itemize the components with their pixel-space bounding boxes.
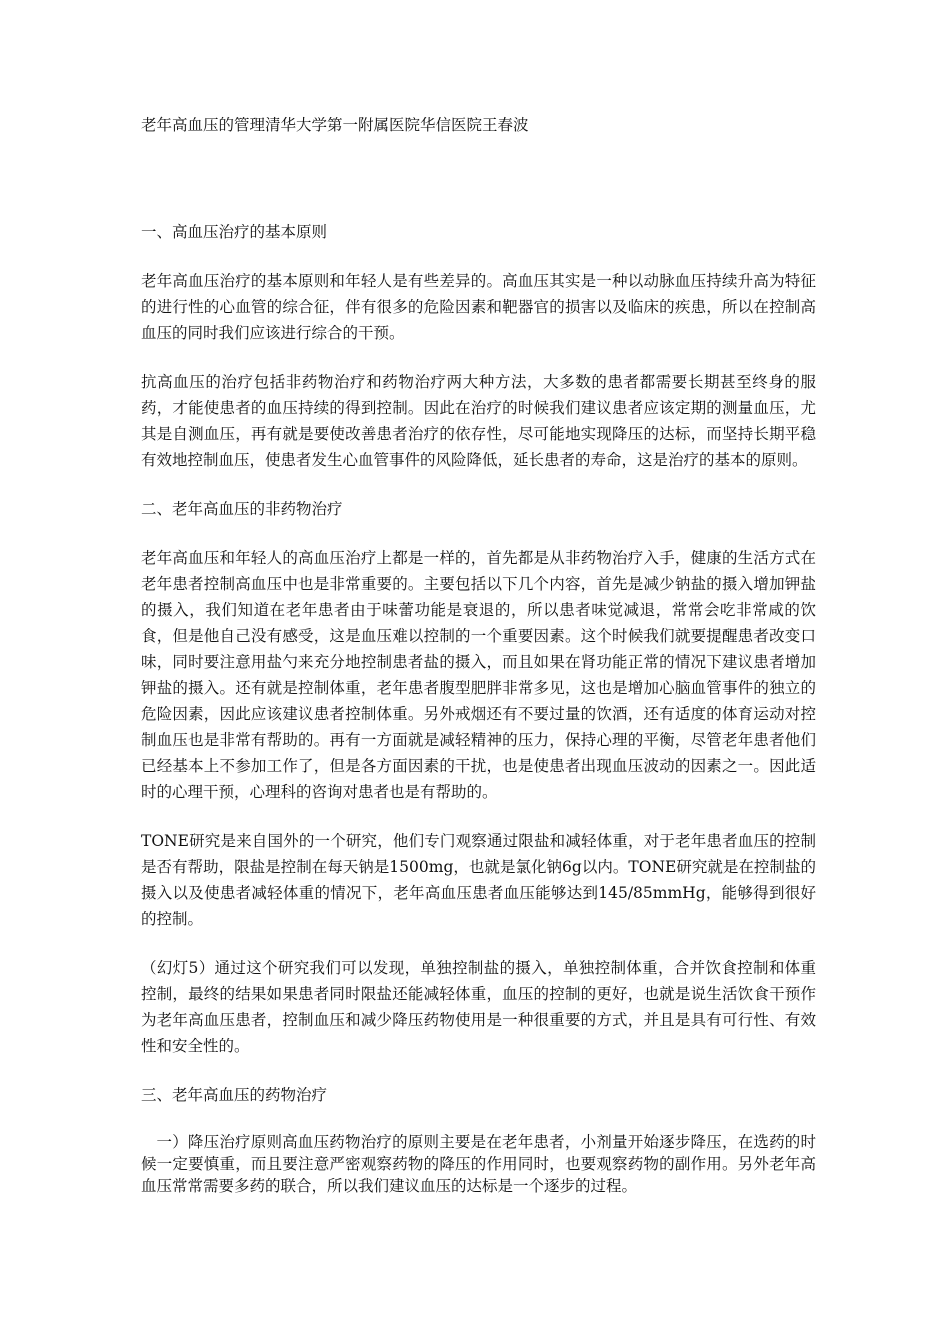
paragraph: 老年高血压和年轻人的高血压治疗上都是一样的，首先都是从非药物治疗入手，健康的生活方式在老年患者控制高血压中也是非常重要的。主要包括以下几个内容，首先是减少钠盐的摄入增加钾盐的摄入，我们知道在老年患者由于味蕾功能是衰退的，所以患者味觉减退，常常会吃非常咸的饮食，但是他自己没有感受，这是血压难以控制的一个重要因素。这个时候我们就要提醒患者改变口味，同时要注意用盐勺来充分地控制患者盐的摄入，而且如果在肾功能正常的情况下建议患者增加钾盐的摄入。还有就是控制体重，老年患者腹型肥胖非常多见，这也是增加心脑血管事件的独立的危险因素，因此应该建议患者控制体重。另外戒烟还有不要过量的饮酒，还有适度的体育运动对控制血压也是非常有帮助的。再有一方面就是减轻精神的压力，保持心理的平衡，尽管老年患者他们已经基本上不参加工作了，但是各方面因素的干扰，也是使患者出现血压波动的因素之一。因此适时的心理干预，心理科的咨询对患者也是有帮助的。 <box>141 549 816 801</box>
section-heading-2: 二、老年高血压的非药物治疗 <box>141 500 343 518</box>
section-heading-1: 一、高血压治疗的基本原则 <box>141 223 328 241</box>
paragraph: （幻灯5）通过这个研究我们可以发现，单独控制盐的摄入，单独控制体重，合并饮食控制和体重控制，最终的结果如果患者同时限盐还能减轻体重，血压的控制的更好，也就是说生活饮食干预作为老年高血压患者，控制血压和减少降压药物使用是一种很重要的方式，并且是具有可行性、有效性和安全性的。 <box>141 959 816 1055</box>
document-page <box>141 112 816 1220</box>
section-heading-3: 三、老年高血压的药物治疗 <box>141 1086 328 1104</box>
paragraph: TONE研究是来自国外的一个研究，他们专门观察通过限盐和减轻体重，对于老年患者血压的控制是否有帮助，限盐是控制在每天钠是1500mg，也就是氯化钠6g以内。TONE研究就是在控制盐的摄入以及使患者减轻体重的情况下，老年高血压患者血压能够达到145/85mmHg，能够得到很好的控制。 <box>141 832 816 928</box>
paragraph: 一）降压治疗原则高血压药物治疗的原则主要是在老年患者，小剂量开始逐步降压，在选药的时候一定要慎重，而且要注意严密观察药物的降压的作用同时，也要观察药物的副作用。另外老年高血压常常需要多药的联合，所以我们建议血压的达标是一个逐步的过程。 <box>141 1133 816 1195</box>
paragraph: 老年高血压治疗的基本原则和年轻人是有些差异的。高血压其实是一种以动脉血压持续升高为特征的进行性的心血管的综合征，伴有很多的危险因素和靶器官的损害以及临床的疾患，所以在控制高血压的同时我们应该进行综合的干预。 <box>141 272 816 342</box>
document-title: 老年高血压的管理清华大学第一附属医院华信医院王春波 <box>141 116 529 134</box>
paragraph: 抗高血压的治疗包括非药物治疗和药物治疗两大种方法，大多数的患者都需要长期甚至终身的服药，才能使患者的血压持续的得到控制。因此在治疗的时候我们建议患者应该定期的测量血压，尤其是自测血压，再有就是要使改善患者治疗的依存性，尽可能地实现降压的达标，而坚持长期平稳有效地控制血压，使患者发生心血管事件的风险降低，延长患者的寿命，这是治疗的基本的原则。 <box>141 373 816 469</box>
